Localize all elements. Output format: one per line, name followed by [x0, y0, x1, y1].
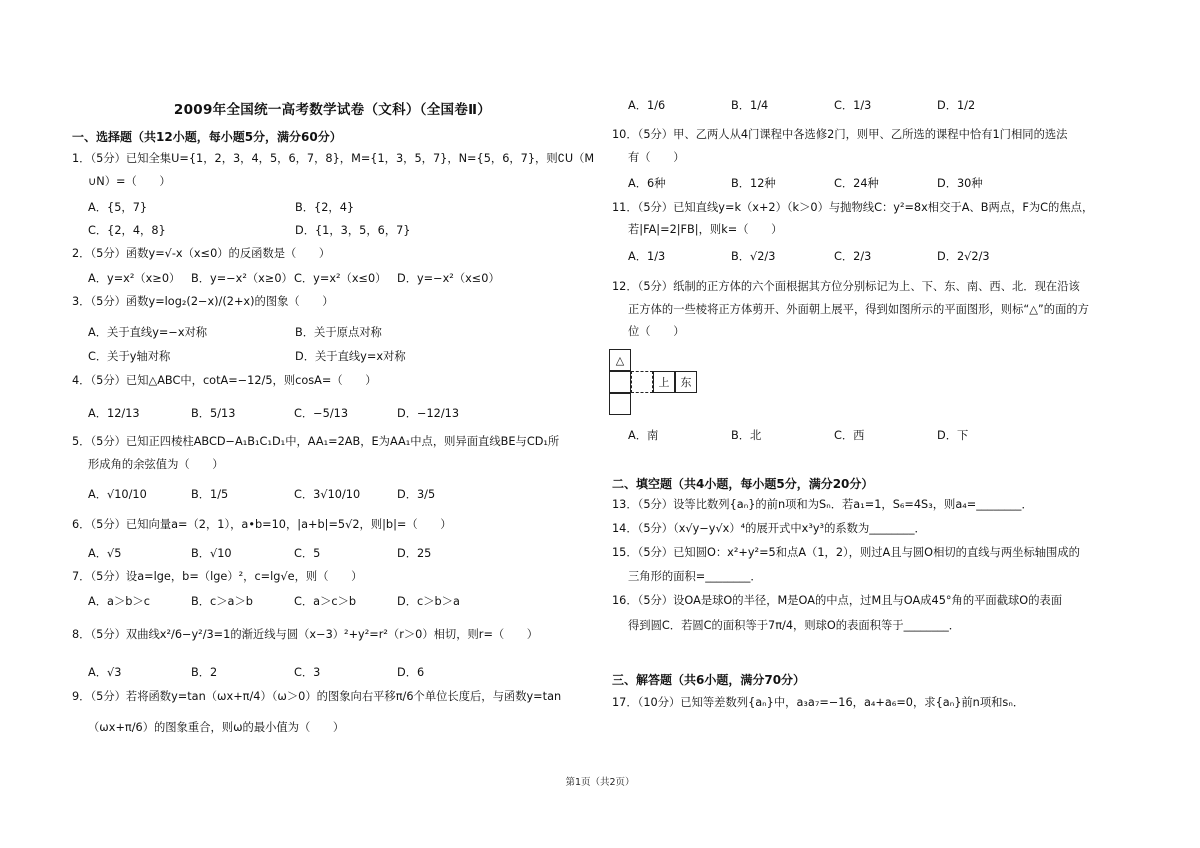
option: C．西: [834, 429, 865, 442]
option: D．2√2/3: [937, 250, 990, 263]
option: B．5/13: [191, 407, 236, 420]
option: B．2: [191, 666, 218, 679]
option: A．√10/10: [88, 488, 147, 501]
option: A．6种: [628, 177, 666, 190]
q5-line1: 5．（5分）已知正四棱柱ABCD−A₁B₁C₁D₁中，AA₁=2AB，E为AA₁中点，则异面直线BE与CD₁所: [72, 435, 560, 448]
q10-line1: 10．（5分）甲、乙两人从4门课程中各选修2门，则甲、乙所选的课程中恰有1门相同的选法: [612, 128, 1068, 141]
section-fill-heading: 二、填空题（共4小题，每小题5分，满分20分）: [612, 477, 874, 491]
q6-stem: 6．（5分）已知向量a=（2，1），a•b=10，|a+b|=5√2，则|b|=（ ）: [72, 518, 452, 531]
q5-options: [88, 486, 500, 502]
page-footer: 第1页（共2页）: [565, 777, 635, 788]
q2-stem: 2．（5分）函数y=√-x（x≤0）的反函数是（ ）: [72, 247, 331, 260]
option: C．−5/13: [294, 407, 349, 420]
option: D．−12/13: [397, 407, 460, 420]
option: D．c＞b＞a: [397, 595, 460, 608]
q9-line1: 9．（5分）若将函数y=tan（ωx+π/4）（ω＞0）的图象向右平移π/6个单位长度后，与函数y=tan: [72, 690, 562, 703]
option: D．{1，3，5，6，7}: [295, 224, 411, 237]
q5-line2: 形成角的余弦值为（ ）: [88, 458, 224, 471]
q3-options-cd: [88, 348, 502, 364]
q11-line1: 11．（5分）已知直线y=k（x+2）（k＞0）与抛物线C：y²=8x相交于A、B两点，F为C的焦点，: [612, 201, 1094, 214]
q1-options-cd: [88, 222, 502, 238]
option: A．1/3: [628, 250, 666, 263]
option: C．3√10/10: [294, 488, 361, 501]
option: B．y=−x²（x≥0）: [191, 272, 293, 285]
net-face-triangle: △: [609, 349, 631, 371]
q10-options: [628, 175, 1040, 191]
option: C．3: [294, 666, 321, 679]
option: A．南: [628, 429, 659, 442]
q13: 13．（5分）设等比数列{aₙ}的前n项和为Sₙ．若a₁=1，S₆=4S₃，则a₄=________．: [612, 498, 1033, 511]
net-face: [631, 371, 653, 393]
q4-stem: 4．（5分）已知△ABC中，cotA=−12/5，则cosA=（ ）: [72, 374, 377, 387]
net-face: [609, 371, 631, 393]
net-face: [609, 393, 631, 415]
option: B．1/4: [731, 99, 769, 112]
option: C．2/3: [834, 250, 872, 263]
option: D．1/2: [937, 99, 976, 112]
option: A．y=x²（x≥0）: [88, 272, 181, 285]
option: B．{2，4}: [295, 201, 355, 214]
section-choice-heading: 一、选择题（共12小题，每小题5分，满分60分）: [72, 130, 342, 144]
option: B．√2/3: [731, 250, 776, 263]
option: B．1/5: [191, 488, 229, 501]
page-title: 2009年全国统一高考数学试卷（文科）（全国卷Ⅱ）: [173, 102, 492, 118]
q8-options: [88, 664, 500, 680]
option: D．3/5: [397, 488, 436, 501]
option: B．12种: [731, 177, 776, 190]
q12-line1: 12．（5分）纸制的正方体的六个面根据其方位分别标记为上、下、东、南、西、北．现在沿该: [612, 280, 1080, 293]
q10-line2: 有（ ）: [628, 151, 685, 164]
option: C．1/3: [834, 99, 872, 112]
q1-line1: 1．（5分）已知全集U={1，2，3，4，5，6，7，8}，M={1，3，5，7}，N={5，6，7}，则∁U（M: [72, 152, 595, 165]
option: A．1/6: [628, 99, 666, 112]
option: D．y=−x²（x≤0）: [397, 272, 500, 285]
option: D．25: [397, 547, 432, 560]
option: A．√5: [88, 547, 122, 560]
option: A．√3: [88, 666, 122, 679]
q3-options-ab: [88, 324, 502, 340]
q1-options-ab: [88, 199, 502, 215]
q1-line2: ∪N）=（ ）: [88, 175, 171, 188]
option: D．关于直线y=x对称: [295, 350, 406, 363]
option: C．y=x²（x≤0）: [294, 272, 387, 285]
q15-line1: 15．（5分）已知圆O：x²+y²=5和点A（1，2），则过A且与圆O相切的直线与两坐标轴围成的: [612, 546, 1080, 559]
net-face-east: 东: [675, 371, 697, 393]
option: C．a＞c＞b: [294, 595, 357, 608]
q6-options: [88, 545, 500, 561]
q4-options: [88, 405, 500, 421]
option: A．a＞b＞c: [88, 595, 150, 608]
option: D．6: [397, 666, 425, 679]
option: D．30种: [937, 177, 983, 190]
option: C．关于y轴对称: [88, 350, 171, 363]
option: B．北: [731, 429, 762, 442]
q16-line2: 得到圆C．若圆C的面积等于7π/4，则球O的表面积等于________．: [628, 619, 961, 632]
q3-stem: 3．（5分）函数y=log₂(2−x)/(2+x)的图象（ ）: [72, 295, 334, 308]
option: A．12/13: [88, 407, 140, 420]
option: B．c＞a＞b: [191, 595, 253, 608]
q16-line1: 16．（5分）设OA是球O的半径，M是OA的中点，过M且与OA成45°角的平面截球O的表面: [612, 594, 1063, 607]
q12-line2: 正方体的一些棱将正方体剪开、外面朝上展平，得到如图所示的平面图形，则标“△”的面的方: [628, 303, 1089, 316]
net-face-up: 上: [653, 371, 675, 393]
option: B．关于原点对称: [295, 326, 382, 339]
section-answer-heading: 三、解答题（共6小题，满分70分）: [612, 673, 806, 687]
q12-line3: 位（ ）: [628, 325, 685, 338]
q14: 14．（5分）（x√y−y√x）⁴的展开式中x³y³的系数为________．: [612, 522, 926, 535]
q9-options: [628, 97, 1040, 113]
option: D．下: [937, 429, 969, 442]
q7-stem: 7．（5分）设a=lge，b=（lge）²，c=lg√e，则（ ）: [72, 570, 363, 583]
q15-line2: 三角形的面积=________．: [628, 570, 762, 583]
q12-options: [628, 427, 1040, 443]
option: B．√10: [191, 547, 232, 560]
q2-options: [88, 270, 500, 286]
option: C．24种: [834, 177, 879, 190]
q7-options: [88, 593, 500, 609]
option: C．5: [294, 547, 321, 560]
option: C．{2，4，8}: [88, 224, 166, 237]
q11-options: [628, 248, 1040, 264]
q9-line2: （ωx+π/6）的图象重合，则ω的最小值为（ ）: [88, 721, 345, 734]
option: A．{5，7}: [88, 201, 148, 214]
q11-line2: 若|FA|=2|FB|，则k=（ ）: [628, 223, 783, 236]
q17: 17．（10分）已知等差数列{aₙ}中，a₃a₇=−16，a₄+a₆=0，求{aₙ}前n项和sₙ．: [612, 696, 1025, 709]
option: A．关于直线y=−x对称: [88, 326, 208, 339]
q8-stem: 8．（5分）双曲线x²/6−y²/3=1的渐近线与圆（x−3）²+y²=r²（r＞0）相切，则r=（ ）: [72, 628, 539, 641]
